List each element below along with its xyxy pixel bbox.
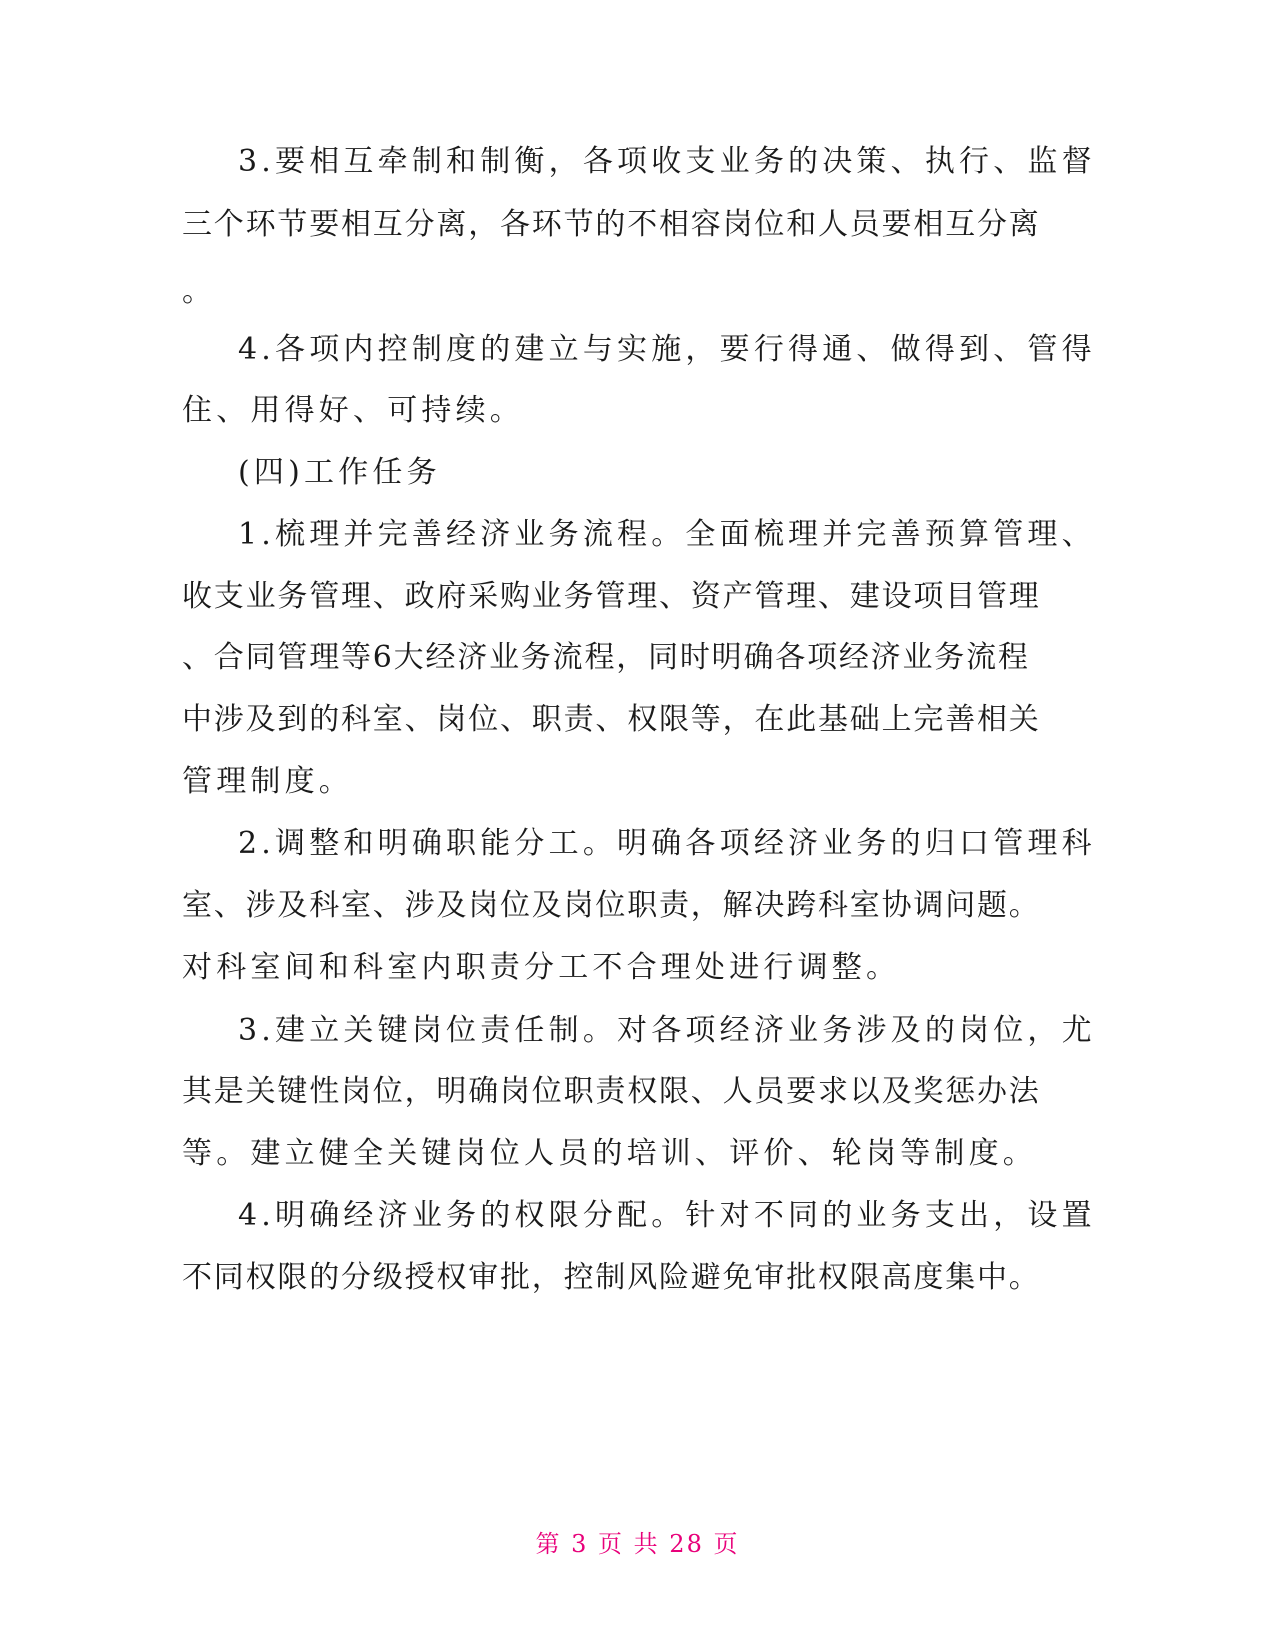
text-line-17: 等。建立健全关键岗位人员的培训、评价、轮岗等制度。 <box>182 1136 1037 1171</box>
text-line-9: 、合同管理等6大经济业务流程，同时明确各项经济业务流程 <box>182 640 1030 675</box>
text-line-2: 三个环节要相互分离，各环节的不相容岗位和人员要相互分离 <box>182 207 1041 242</box>
text-line-15: 3.建立关键岗位责任制。对各项经济业务涉及的岗位，尤 <box>238 1013 1096 1048</box>
text-line-3: 。 <box>182 274 212 309</box>
text-line-13: 室、涉及科室、涉及岗位及岗位职责，解决跨科室协调问题。 <box>182 888 1041 923</box>
page-number-footer: 第 3 页 共 28 页 <box>535 1530 740 1558</box>
text-line-4: 4.各项内控制度的建立与实施，要行得通、做得到、管得 <box>238 332 1096 367</box>
text-line-5: 住、用得好、可持续。 <box>182 393 524 428</box>
text-line-19: 不同权限的分级授权审批，控制风险避免审批权限高度集中。 <box>182 1260 1041 1295</box>
text-line-14: 对科室间和科室内职责分工不合理处进行调整。 <box>182 950 901 985</box>
text-line-8: 收支业务管理、政府采购业务管理、资产管理、建设项目管理 <box>182 579 1041 614</box>
section-heading: (四)工作任务 <box>238 455 441 490</box>
text-line-12: 2.调整和明确职能分工。明确各项经济业务的归口管理科 <box>238 826 1096 861</box>
text-line-11: 管理制度。 <box>182 764 353 799</box>
text-line-1: 3.要相互牵制和制衡，各项收支业务的决策、执行、监督 <box>238 144 1096 179</box>
text-line-7: 1.梳理并完善经济业务流程。全面梳理并完善预算管理、 <box>238 517 1096 552</box>
text-line-10: 中涉及到的科室、岗位、职责、权限等，在此基础上完善相关 <box>182 702 1041 737</box>
text-line-16: 其是关键性岗位，明确岗位职责权限、人员要求以及奖惩办法 <box>182 1074 1041 1109</box>
text-line-18: 4.明确经济业务的权限分配。针对不同的业务支出，设置 <box>238 1198 1096 1233</box>
